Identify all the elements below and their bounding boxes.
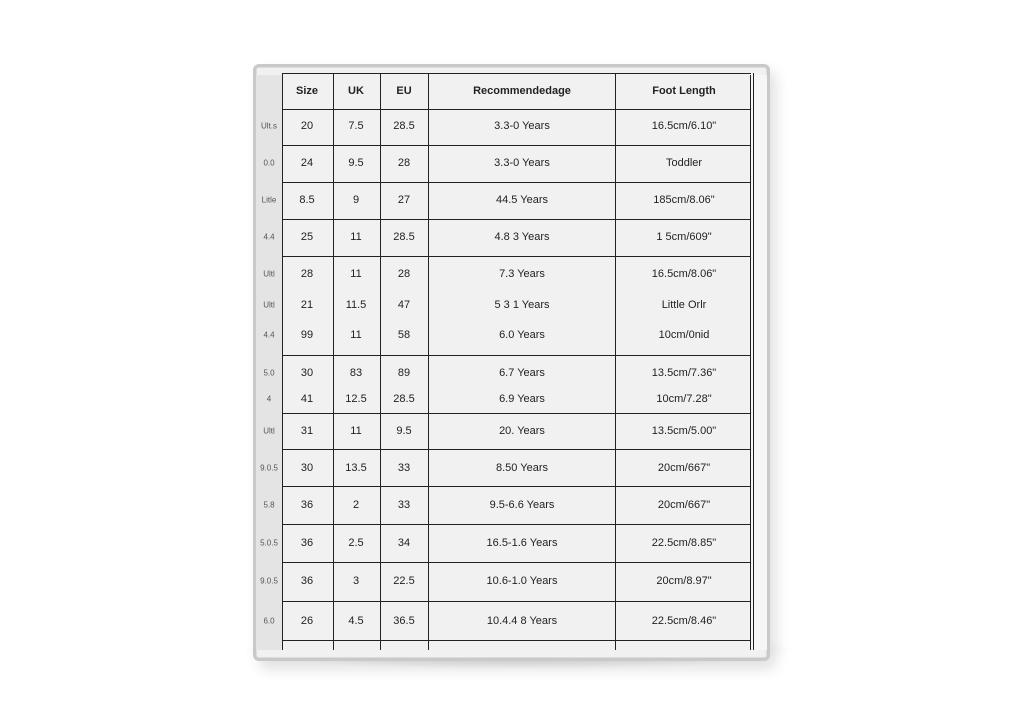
table-cell-eu: 47	[397, 299, 411, 311]
row-divider	[282, 355, 751, 356]
column-header: Size	[295, 85, 319, 97]
column-divider	[380, 73, 381, 650]
row-divider	[282, 145, 751, 146]
table-cell-eu: 28	[397, 157, 411, 169]
table-cell-eu: 28.5	[393, 120, 415, 132]
table-cell-foot: 13.5cm/7.36"	[651, 367, 717, 379]
table-cell-eu: 89	[397, 367, 411, 379]
table-cell-uk: 7.5	[348, 120, 364, 132]
column-divider	[428, 73, 429, 650]
row-divider	[282, 562, 751, 563]
table-cell-age: 3.3-0 Years	[494, 120, 550, 132]
column-header: UK	[348, 85, 364, 97]
row-divider	[282, 219, 751, 220]
side-edge-label: 5.0.5	[260, 538, 278, 548]
table-cell-size: 31	[300, 425, 314, 437]
side-edge-label: 9.0.5	[260, 463, 278, 473]
table-cell-eu: 33	[397, 499, 411, 511]
row-divider	[282, 601, 751, 602]
table-cell-age: 10.4.4 8 Years	[486, 615, 558, 627]
table-cell-uk: 83	[349, 367, 363, 379]
table-cell-age: 3.3-0 Years	[494, 157, 550, 169]
row-divider	[282, 449, 751, 450]
table-cell-eu: 28.5	[393, 393, 415, 405]
side-edge-label: 9.0.5	[260, 576, 278, 586]
table-cell-uk: 13.5	[345, 462, 367, 474]
table-cell-age: 6.7 Years	[499, 367, 545, 379]
table-cell-foot: 22.5cm/8.46"	[651, 615, 717, 627]
table-cell-size: 24	[300, 157, 314, 169]
table-cell-age: 7.3 Years	[499, 268, 545, 280]
side-edge-label: 0.0	[263, 158, 275, 168]
table-cell-size: 36	[300, 499, 314, 511]
table-cell-foot: Little Orlr	[661, 299, 707, 311]
column-header: Recommendedage	[473, 85, 571, 97]
table-cell-size: 36	[300, 575, 314, 587]
table-cell-size: 36	[300, 537, 314, 549]
table-cell-uk: 11	[350, 231, 362, 243]
table-cell-age: 4.8 3 Years	[494, 231, 550, 243]
table-cell-foot: 20cm/8.97"	[656, 575, 712, 587]
table-cell-eu: 34	[397, 537, 411, 549]
table-cell-uk: 3	[352, 575, 360, 587]
side-edge-label: 4.4	[263, 232, 275, 242]
row-divider	[282, 256, 751, 257]
row-divider	[282, 182, 751, 183]
row-divider	[282, 73, 751, 74]
table-cell-uk: 12.5	[345, 393, 367, 405]
table-cell-foot: 185cm/8.06"	[653, 194, 715, 206]
table-cell-foot: 20cm/667"	[657, 462, 711, 474]
table-cell-age: 6.0 Years	[499, 329, 545, 341]
table-cell-uk: 9	[352, 194, 360, 206]
table-cell-size: 30	[300, 367, 314, 379]
column-divider	[282, 73, 283, 650]
table-cell-eu: 58	[397, 329, 411, 341]
size-chart-table	[282, 73, 751, 650]
row-divider	[282, 640, 751, 641]
table-cell-size: 25	[300, 231, 314, 243]
table-cell-age: 5 3 1 Years	[494, 299, 550, 311]
table-cell-age: 16.5-1.6 Years	[486, 537, 558, 549]
column-divider	[615, 73, 616, 650]
table-cell-foot: 20cm/667"	[657, 499, 711, 511]
column-divider	[333, 73, 334, 650]
side-edge-label: 4	[266, 394, 272, 404]
table-cell-age: 6.9 Years	[499, 393, 545, 405]
table-cell-size: 21	[300, 299, 314, 311]
table-cell-eu: 33	[397, 462, 411, 474]
table-cell-eu: 22.5	[393, 575, 415, 587]
row-divider	[282, 524, 751, 525]
table-cell-uk: 4.5	[348, 615, 364, 627]
column-divider	[753, 73, 754, 650]
side-edge-label: 5.8	[263, 500, 275, 510]
side-edge	[256, 75, 283, 650]
table-cell-eu: 36.5	[393, 615, 415, 627]
side-edge-label: Ult.s	[261, 121, 277, 131]
table-cell-uk: 2	[352, 499, 360, 511]
table-cell-size: 99	[300, 329, 314, 341]
table-cell-foot: 22.5cm/8.85"	[651, 537, 717, 549]
table-cell-size: 30	[300, 462, 314, 474]
table-cell-age: 10.6-1.0 Years	[486, 575, 558, 587]
table-cell-foot: 13.5cm/5.00"	[651, 425, 717, 437]
table-cell-uk: 11	[350, 329, 362, 341]
column-header: Foot Length	[652, 85, 716, 97]
table-cell-size: 20	[300, 120, 314, 132]
table-cell-foot: 10cm/7.28"	[656, 393, 712, 405]
table-cell-eu: 28.5	[393, 231, 415, 243]
table-cell-foot: 1 5cm/609"	[656, 231, 712, 243]
column-header: EU	[396, 85, 412, 97]
table-cell-age: 9.5-6.6 Years	[489, 499, 555, 511]
side-edge-label: 4.4	[263, 330, 275, 340]
side-edge-label: 6.0	[263, 616, 275, 626]
table-cell-uk: 9.5	[348, 157, 364, 169]
table-cell-uk: 2.5	[348, 537, 364, 549]
table-cell-uk: 11	[350, 268, 362, 280]
table-cell-age: 44.5 Years	[496, 194, 548, 206]
table-cell-uk: 11	[350, 425, 362, 437]
table-cell-foot: Toddler	[665, 157, 703, 169]
table-cell-uk: 11.5	[345, 299, 367, 311]
table-cell-size: 41	[300, 393, 314, 405]
table-cell-size: 8.5	[299, 194, 315, 206]
row-divider	[282, 486, 751, 487]
size-chart-panel	[253, 64, 770, 661]
table-cell-foot: 16.5cm/8.06"	[651, 268, 717, 280]
table-cell-age: 8.50 Years	[496, 462, 548, 474]
table-cell-foot: 16.5cm/6.10"	[651, 120, 717, 132]
side-edge-label: 5.0	[263, 368, 275, 378]
table-cell-size: 28	[300, 268, 314, 280]
table-cell-size: 26	[300, 615, 314, 627]
table-cell-age: 20. Years	[499, 425, 545, 437]
table-cell-eu: 28	[397, 268, 411, 280]
row-divider	[282, 109, 751, 110]
table-cell-eu: 27	[397, 194, 411, 206]
side-edge-label: Ultl	[263, 300, 275, 310]
row-divider	[282, 413, 751, 414]
side-edge-label: Ultl	[263, 269, 275, 279]
side-edge-label: Ultl	[263, 426, 275, 436]
side-edge-label: Litle	[261, 195, 277, 205]
table-cell-foot: 10cm/0nid	[658, 329, 710, 341]
table-cell-eu: 9.5	[396, 425, 412, 437]
